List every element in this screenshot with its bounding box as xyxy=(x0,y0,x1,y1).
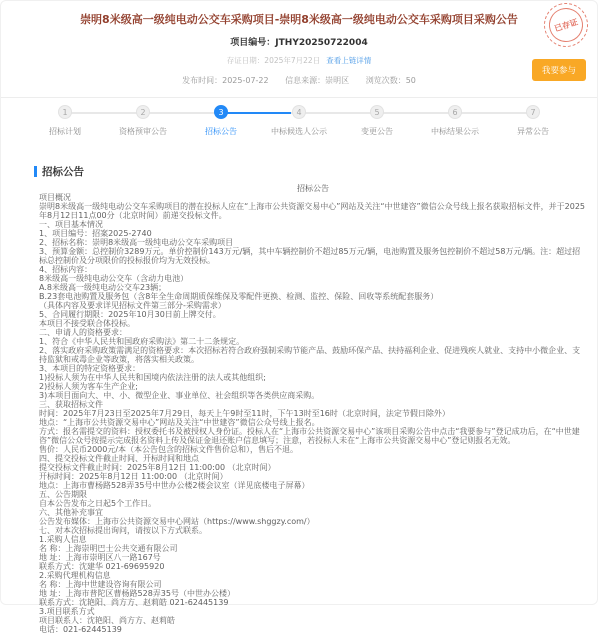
announcement-line: 3.项目联系方式 xyxy=(39,607,95,616)
section-header xyxy=(1,164,597,179)
step-label: 招标公告 xyxy=(205,127,237,136)
announcement-line: 地 址：上海市崇明区八一路167号 xyxy=(39,553,161,562)
announcement-line: 六、其他补充事宜 xyxy=(39,508,103,517)
announcement-line: 电话：021-62445139 xyxy=(39,625,122,634)
step-item-变更公告[interactable] xyxy=(338,105,416,137)
announcement-line: 1.采购人信息 xyxy=(39,535,87,544)
verified-stamp-label: 已存证 xyxy=(545,4,588,47)
step-number: 3 xyxy=(214,105,228,119)
announcement-line: 崇明8米级高一级纯电动公交车采购项目的潜在投标人应在“上海市公共资源交易中心”网站及关注“中世建咨”微信公众号线上报名获取招标文件，并于2025年8月12日11点00分（北京时间）前递交投标文件。 xyxy=(39,202,586,220)
announcement-line: 地 址：上海市普陀区曹杨路528弄35号（中世办公楼） xyxy=(39,589,235,598)
announcement-line: 2、落实政府采购政策需满足的资格要求：本次招标若符合政府强制采购节能产品、鼓励环保产品、扶持福利企业、促进残疾人就业、支持中小微企业、支持监狱和戒毒企业等政策，将落实相关政策。 xyxy=(39,346,581,364)
announcement-line: 二、申请人的资格要求： xyxy=(39,328,127,337)
step-item-资格预审公告[interactable] xyxy=(104,105,182,137)
progress-steps xyxy=(1,98,597,155)
announcement-line: 3、本项目的特定资格要求： xyxy=(39,364,141,373)
announcement-line: 1、符合《中华人民共和国政府采购法》第二十二条规定。 xyxy=(39,337,245,346)
step-label: 资格预审公告 xyxy=(119,127,167,136)
announcement-line: 方式：报名需提交的资料：授权委托书及被授权人身份证。投标人在“上海市公共资源交易中心”该项目采购公告中点击“我要参与”登记成功后，在“中世建咨”微信公众号按提示完成报名资料上传及保证金退还账户信息填写；注意，若投标人未在“上海市公共资源交易中心”登记则报名无效。 xyxy=(39,427,580,445)
step-number: 1 xyxy=(58,105,72,119)
announcement-line: （具体内容及要求详见招标文件第三部分-采购需求） xyxy=(39,301,226,310)
announcement-line: 联系方式：沈建华 021-69695920 xyxy=(39,562,165,571)
deposit-date-label: 存证日期： xyxy=(226,56,265,65)
announcement-line: 名 称：上海中世建设咨询有限公司 xyxy=(39,580,162,589)
step-label: 招标计划 xyxy=(49,127,81,136)
announcement-line: 2、招标名称：崇明8米级高一级纯电动公交车采购项目 xyxy=(39,238,234,247)
announcement-line: 3)本项目面向大、中、小、微型企业、事业单位、社会组织等各类供应商采购。 xyxy=(39,391,320,400)
view-chain-link[interactable]: 查看上链详情 xyxy=(326,56,372,65)
announcement-line: 本项目不接受联合体投标。 xyxy=(39,319,135,328)
deposit-row xyxy=(1,55,597,66)
announcement-line: 名 称：上海崇明巴士公共交通有限公司 xyxy=(39,544,178,553)
announcement-line: 提交投标文件截止时间：2025年8月12日 11:00:00 （北京时间） xyxy=(39,463,276,472)
project-number-value: JTHY20250722004 xyxy=(275,38,368,48)
announcement-line: 2.采购代理机构信息 xyxy=(39,571,111,580)
step-item-中标结果公示[interactable] xyxy=(416,105,494,137)
project-number-row xyxy=(1,35,597,48)
announcement-line: 8米级高一级纯电动公交车（含动力电池） xyxy=(39,274,189,283)
step-number: 2 xyxy=(136,105,150,119)
section-accent-bar xyxy=(34,166,37,177)
announcement-line: 1)投标人须为在中华人民共和国境内依法注册的法人或其他组织; xyxy=(39,373,266,382)
step-label: 中标结果公示 xyxy=(431,127,479,136)
section-title: 招标公告 xyxy=(42,166,84,178)
step-label: 异常公告 xyxy=(517,127,549,136)
announcement-line: 3、预算金额：总控制价3289万元。单价控制价143万元/辆，其中车辆控制价不超过85万元/辆，电池购置及服务包控制价不超过58万元/辆。注：超过招标总控制价及分项限价的投标报价均为无效投标。 xyxy=(39,247,581,265)
announcement-line: B.23套电池购置及服务包（含8年全生命周期质保维保及零配件更换、检测、监控、保险、回收等系统配套服务） xyxy=(39,292,439,301)
step-item-招标公告[interactable] xyxy=(182,105,260,137)
announcement-line: 自本公告发布之日起5个工作日。 xyxy=(39,499,157,508)
publish-time: 发布时间：2025-07-22 xyxy=(182,76,269,85)
project-number-label: 项目编号： xyxy=(230,38,276,48)
info-source: 信息来源：崇明区 xyxy=(285,76,350,85)
announcement-body xyxy=(1,179,597,634)
announcement-line: 三、获取招标文件 xyxy=(39,400,103,409)
step-number: 5 xyxy=(370,105,384,119)
announcement-line: 七、对本次招标提出询问，请按以下方式联系。 xyxy=(39,526,207,535)
announcement-line: 四、提交投标文件截止时间、开标时间和地点 xyxy=(39,454,199,463)
announcement-line: 联系方式：沈艳阳、尚方方、赵莉皓 021-62445139 xyxy=(39,598,229,607)
view-count: 浏览次数：50 xyxy=(365,76,416,85)
announcement-line: 开标时间：2025年8月12日 11:00:00 （北京时间） xyxy=(39,472,228,481)
announcement-line: 2)投标人须为客车生产企业; xyxy=(39,382,138,391)
announcement-line: 项目概况 xyxy=(39,193,71,202)
announcement-line: 公告发布媒体：上海市公共资源交易中心网站（https://www.shggzy.com/） xyxy=(39,517,315,526)
announcement-line: 售价：人民币2000元/本（本公告包含的招标文件售价总和），售后不退。 xyxy=(39,445,299,454)
announcement-line: 时间：2025年7月23日至2025年7月29日，每天上午9时至11时，下午13时至16时（北京时间，法定节假日除外） xyxy=(39,409,450,418)
step-item-异常公告[interactable] xyxy=(494,105,572,137)
meta-row xyxy=(1,75,597,86)
participate-button[interactable]: 我要参与 xyxy=(532,59,586,81)
announcement-line: 1、项目编号：招案2025-2740 xyxy=(39,229,152,238)
step-number: 7 xyxy=(526,105,540,119)
announcement-line: A.8米级高一级纯电动公交车23辆； xyxy=(39,283,167,292)
step-label: 中标候选人公示 xyxy=(271,127,327,136)
announcement-line: 一、项目基本情况 xyxy=(39,220,103,229)
announcement-line: 招标公告 xyxy=(297,184,329,193)
announcement-line: 5、合同履行期限：2025年10月30日前上牌交付。 xyxy=(39,310,221,319)
announcement-line: 4、招标内容： xyxy=(39,265,93,274)
announcement-line: 地点：“上海市公共资源交易中心”网站及关注“中世建咨”微信公众号线上报名。 xyxy=(39,418,320,427)
page-title: 崇明8米级高一级纯电动公交车采购项目-崇明8米级高一级纯电动公交车采购项目采购公告 xyxy=(80,13,518,26)
step-number: 6 xyxy=(448,105,462,119)
step-number: 4 xyxy=(292,105,306,119)
announcement-line: 五、公告期限 xyxy=(39,490,87,499)
deposit-date-value: 2025年7月22日 xyxy=(264,56,321,65)
step-label: 变更公告 xyxy=(361,127,393,136)
announcement-line: 地点：上海市曹杨路528弄35号中世办公楼2楼会议室（详见底楼电子屏幕） xyxy=(39,481,310,490)
announcement-line: 项目联系人：沈艳阳、尚方方、赵莉皓 xyxy=(39,616,175,625)
step-item-中标候选人公示[interactable] xyxy=(260,105,338,137)
step-item-招标计划[interactable] xyxy=(26,105,104,137)
